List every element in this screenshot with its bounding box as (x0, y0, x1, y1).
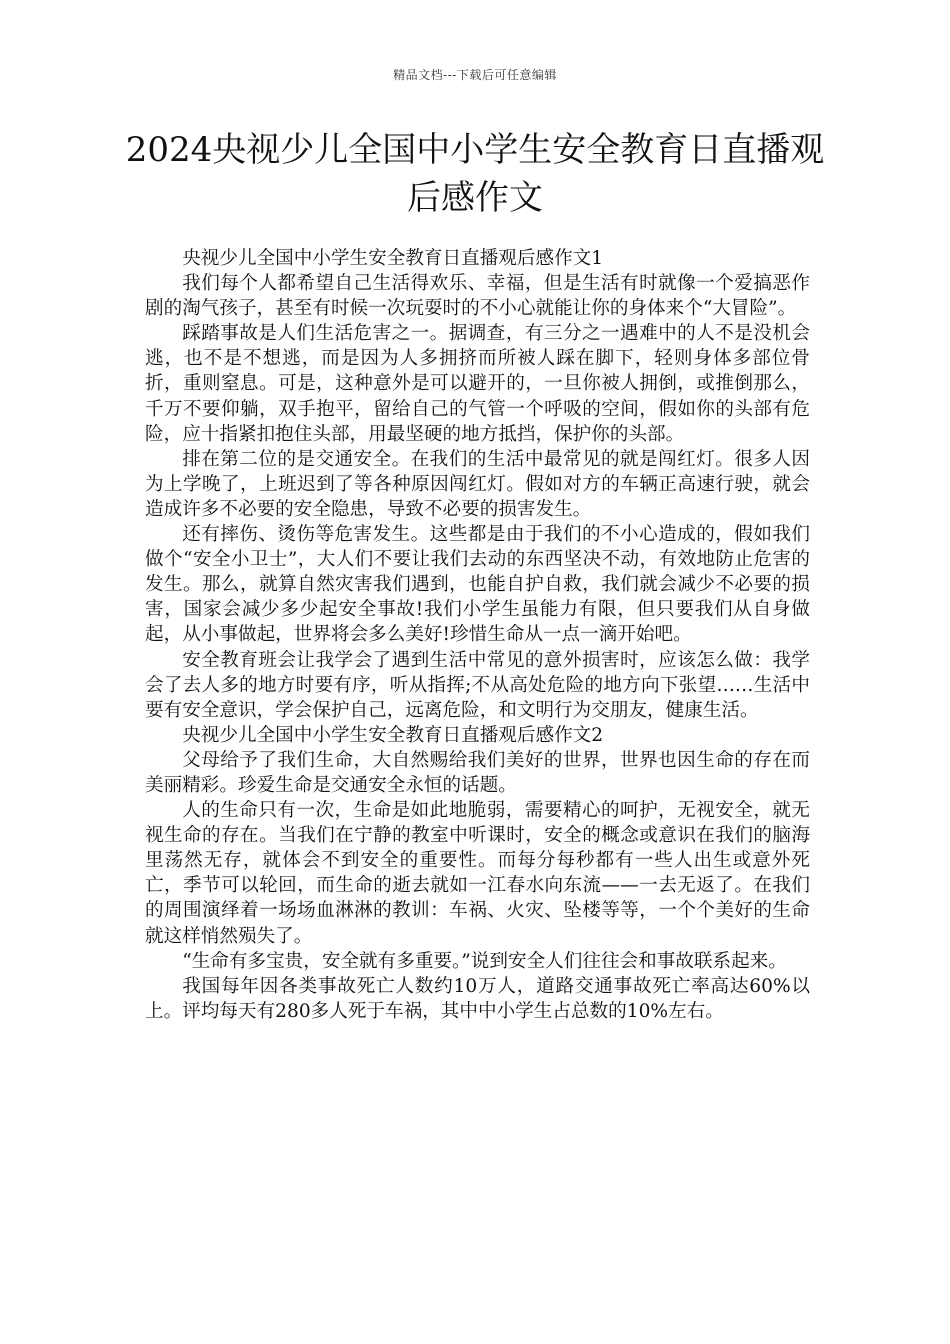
paragraph: 父母给予了我们生命，大自然赐给我们美好的世界，世界也因生命的存在而美丽精彩。珍爱生命是交通安全永恒的话题。 (145, 749, 810, 796)
paragraph: 安全教育班会让我学会了遇到生活中常见的意外损害时，应该怎么做：我学会了去人多的地方时要有序，听从指挥;不从高处危险的地方向下张望……生活中要有安全意识，学会保护自己，远离危险，和文明行为交朋友，健康生活。 (145, 649, 810, 721)
section-heading-2: 央视少儿全国中小学生安全教育日直播观后感作文2 (182, 724, 604, 746)
paragraph: 踩踏事故是人们生活危害之一。据调查，有三分之一遇难中的人不是没机会逃，也不是不想逃，而是因为人多拥挤而所被人踩在脚下，轻则身体多部位骨折，重则窒息。可是，这种意外是可以避开的，一旦你被人拥倒，或推倒那么，千万不要仰躺，双手抱平，留给自己的气管一个呼吸的空间，假如你的头部有危险，应十指紧扣抱住头部，用最坚硬的地方抵挡，保护你的头部。 (145, 323, 810, 445)
paragraph: 我国每年因各类事故死亡人数约10万人，道路交通事故死亡率高达60%以上。评均每天有280多人死于车祸，其中中小学生占总数的10%左右。 (145, 975, 810, 1022)
header-note: 精品文档---下载后可任意编辑 (393, 68, 557, 82)
paragraph: 我们每个人都希望自己生活得欢乐、幸福，但是生活有时就像一个爱搞恶作剧的淘气孩子，甚至有时候一次玩耍时的不小心就能让你的身体来个“大冒险”。 (145, 273, 810, 320)
document-body (145, 246, 810, 1024)
page-title: 2024央视少儿全国中小学生安全教育日直播观后感作文 (125, 130, 825, 218)
paragraph: 排在第二位的是交通安全。在我们的生活中最常见的就是闯红灯。很多人因为上学晚了，上班迟到了等各种原因闯红灯。假如对方的车辆正高速行驶，就会造成许多不必要的安全隐患，导致不必要的损害发生。 (145, 448, 810, 520)
paragraph: “生命有多宝贵，安全就有多重要。”说到安全人们往往会和事故联系起来。 (182, 950, 787, 972)
section-heading-1: 央视少儿全国中小学生安全教育日直播观后感作文1 (182, 248, 604, 269)
paragraph: 人的生命只有一次，生命是如此地脆弱，需要精心的呵护，无视安全，就无视生命的存在。当我们在宁静的教室中听课时，安全的概念或意识在我们的脑海里荡然无存，就体会不到安全的重要性。而每分每秒都有一些人出生或意外死亡，季节可以轮回，而生命的逝去就如一江春水向东流——一去无返了。在我们的周围演绎着一场场血淋淋的教训：车祸、火灾、坠楼等等，一个个美好的生命就这样悄然殒失了。 (145, 800, 810, 947)
paragraph: 还有摔伤、烫伤等危害发生。这些都是由于我们的不小心造成的，假如我们做个“安全小卫士”，大人们不要让我们去动的东西坚决不动，有效地防止危害的发生。那么，就算自然灾害我们遇到，也能自护自救，我们就会减少不必要的损害，国家会减少多少起安全事故!我们小学生虽能力有限，但只要我们从自身做起，从小事做起，世界将会多么美好!珍惜生命从一点一滴开始吧。 (145, 524, 810, 646)
